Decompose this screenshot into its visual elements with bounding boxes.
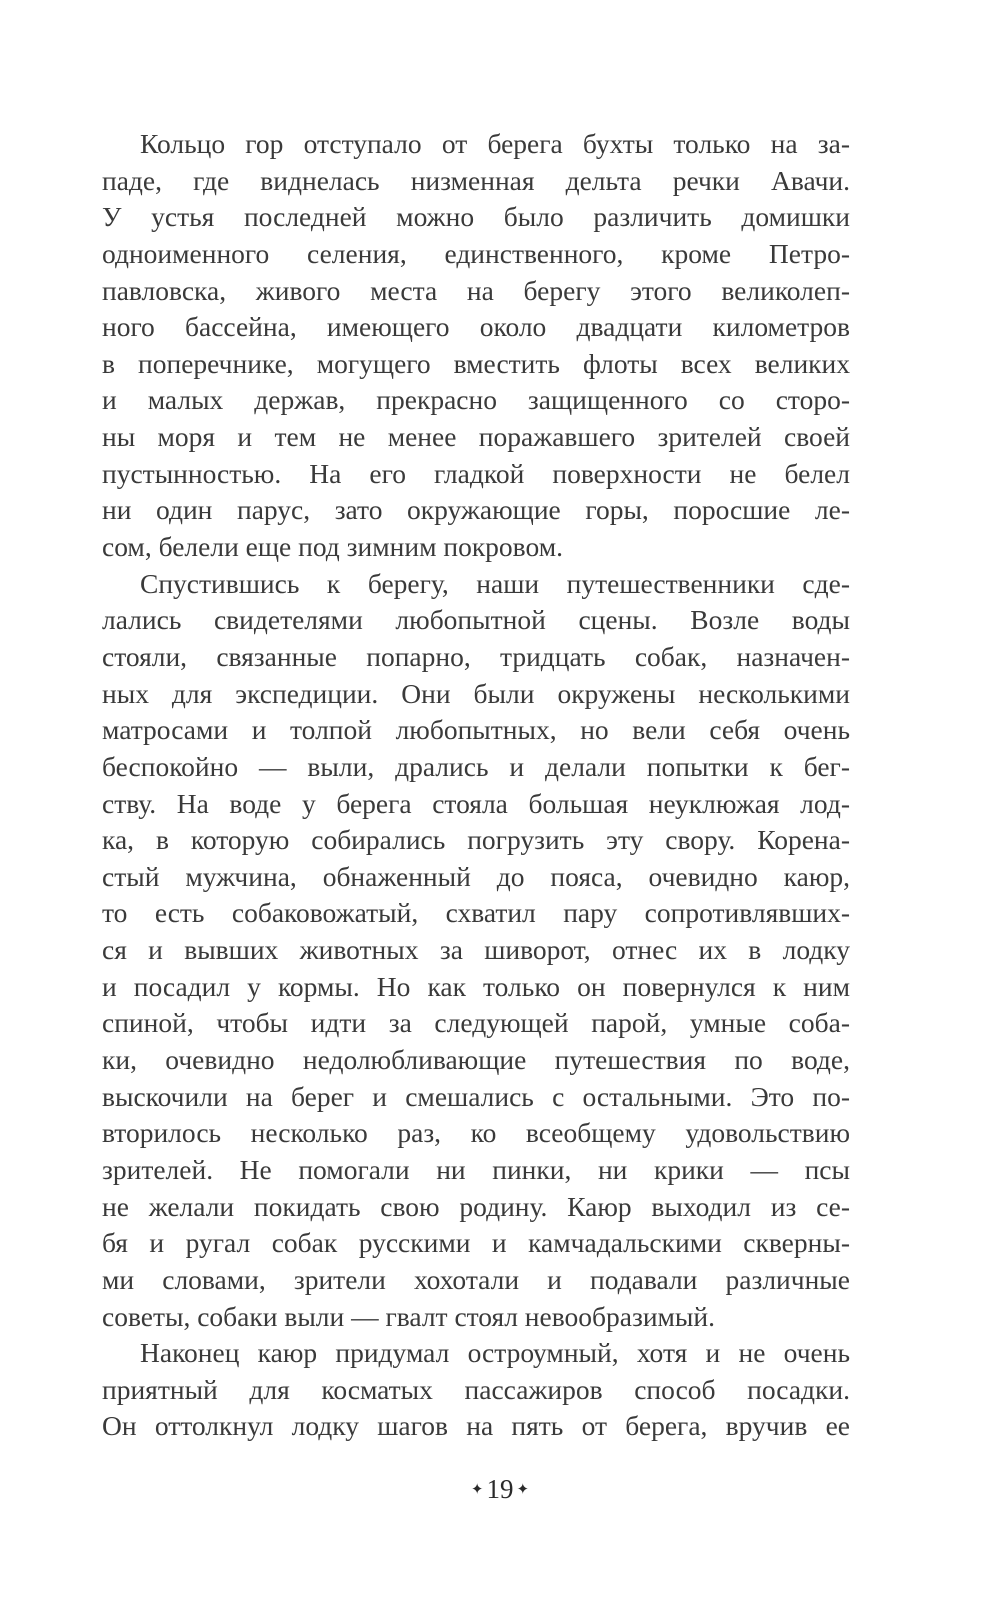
text-line: то есть собаковожатый, схватил пару сопротивлявших-	[102, 897, 850, 929]
text-line: не желали покидать свою родину. Каюр выходил из се-	[102, 1190, 850, 1222]
ornament-left-icon: ✦	[470, 1482, 484, 1498]
body-text	[102, 126, 850, 1445]
text-line: ка, в которую собирались погрузить эту свору. Корена-	[102, 824, 850, 856]
text-line: советы, собаки выли — гвалт стоял невообразимый.	[102, 1300, 716, 1332]
paragraph-1	[102, 126, 850, 566]
text-line: Наконец каюр придумал остроумный, хотя и не очень	[140, 1337, 850, 1369]
text-line: матросами и толпой любопытных, но вели себя очень	[102, 714, 850, 746]
text-line: бя и ругал собак русскими и камчадальскими скверны-	[102, 1227, 850, 1259]
text-line: Он оттолкнул лодку шагов на пять от берега, вручив ее	[102, 1410, 850, 1442]
text-line: Спустившись к берегу, наши путешественники сде-	[140, 567, 850, 599]
text-line: пустынностью. На его гладкой поверхности не белел	[102, 457, 850, 489]
ornament-right-icon: ✦	[516, 1482, 530, 1498]
text-line: стый мужчина, обнаженный до пояса, очевидно каюр,	[102, 860, 850, 892]
text-line: вторилось несколько раз, ко всеобщему удовольствию	[102, 1117, 850, 1149]
text-line: Кольцо гор отступало от берега бухты только на за-	[140, 128, 850, 159]
page-number-footer	[0, 1472, 1000, 1507]
text-line: ных для экспедиции. Они были окружены несколькими	[102, 677, 850, 709]
text-line: ству. На воде у берега стояла большая неуклюжая лод-	[102, 787, 850, 819]
page-number: 19	[486, 1474, 514, 1504]
text-line: У устья последней можно было различить домишки	[102, 201, 850, 233]
text-line: паде, где виднелась низменная дельта речки Авачи.	[102, 164, 850, 196]
text-line: в поперечнике, могущего вместить флоты всех великих	[102, 347, 850, 379]
text-line: спиной, чтобы идти за следующей парой, умные соба-	[102, 1007, 850, 1039]
text-line: приятный для косматых пассажиров способ посадки.	[102, 1373, 850, 1405]
text-line: ни один парус, зато окружающие горы, поросшие ле-	[102, 494, 850, 526]
text-line: стояли, связанные попарно, тридцать собак, назначен-	[102, 640, 850, 672]
text-line: ны моря и тем не менее поражавшего зрителей своей	[102, 421, 850, 453]
text-line: сом, белели еще под зимним покровом.	[102, 531, 563, 563]
text-line: лались свидетелями любопытной сцены. Возле воды	[102, 604, 850, 636]
text-line: зрителей. Не помогали ни пинки, ни крики — псы	[102, 1153, 850, 1185]
text-line: выскочили на берег и смешались с остальными. Это по-	[102, 1080, 850, 1112]
paragraph-2	[102, 566, 850, 1335]
text-line: ки, очевидно недолюбливающие путешествия по воде,	[102, 1044, 850, 1076]
text-line: ся и вывших животных за шиворот, отнес их в лодку	[102, 934, 850, 966]
text-line: павловска, живого места на берегу этого великолеп-	[102, 274, 850, 306]
text-line: одноименного селения, единственного, кроме Петро-	[102, 237, 850, 269]
text-line: ми словами, зрители хохотали и подавали различные	[102, 1263, 850, 1295]
text-line: и малых держав, прекрасно защищенного со сторо-	[102, 384, 850, 416]
text-line: ного бассейна, имеющего около двадцати километров	[102, 311, 850, 343]
paragraph-3	[102, 1335, 850, 1445]
text-line: и посадил у кормы. Но как только он повернулся к ним	[102, 970, 850, 1002]
text-line: беспокойно — выли, дрались и делали попытки к бег-	[102, 750, 850, 782]
